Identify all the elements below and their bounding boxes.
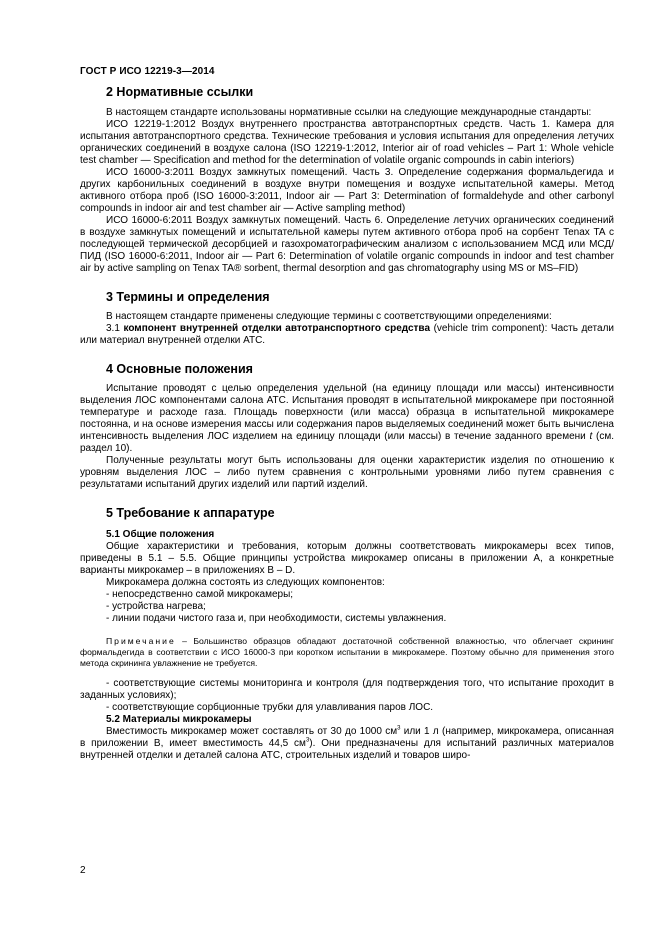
subsection-5-1-title: 5.1 Общие положения	[106, 529, 215, 540]
section-4-para-1	[80, 383, 614, 455]
document-header: ГОСТ Р ИСО 12219-3—2014	[80, 66, 215, 77]
term-number: 3.1	[106, 323, 124, 334]
section-2-ref-1: ИСО 12219-1:2012 Воздух внутреннего пространства автотранспортных средств. Часть 1. Камера для испытания автотранспортного средства. Технические требования и условия испытания для определения летучих органических соединений в воздухе салона (ISO 12219-1:2012, Interior air of road vehicles – Part 1: Whole vehicle test chamber — Specification and method for the determination of volatile organic compounds in cabin interiors)	[80, 119, 614, 166]
section-2-ref-2: ИСО 16000-3:2011 Воздух замкнутых помещений. Часть 3. Определение содержания формальдегида и других карбонильных соединений в воздухе внутри помещения и воздухе испытательной камеры. Метод активного отбора проб (ISO 16000-3:2011, Indoor air — Part 3: Determination of formaldehyde and other carbonyl compounds in indoor air and test chamber air — Active sampling method)	[80, 167, 614, 214]
component-list-item: - линии подачи чистого газа и, при необходимости, системы увлажнения.	[106, 613, 447, 624]
note	[80, 636, 614, 669]
section-5-1-para-2: Микрокамера должна состоять из следующих компонентов:	[106, 577, 385, 588]
section-2-ref-3: ИСО 16000-6:2011 Воздух замкнутых помещений. Часть 6. Определение летучих органических соединений в воздухе замкнутых помещений и испытательной камеры путем активного отбора проб на сорбент Tenax TA с последующей термической десорбцией и газохроматографическим анализом с использованием МСД или МСД/ПИД (ISO 16000-6:2011, Indoor air — Part 6: Determination of volatile organic compounds in indoor and test chamber air by active sampling on Tenax TA® sorbent, thermal desorption and gas chromatography using MS or MS–FID)	[80, 215, 614, 274]
note-label: Примечание	[106, 636, 176, 646]
component-list-item: - непосредственно самой микрокамеры;	[106, 589, 294, 600]
section-2-intro: В настоящем стандарте использованы нормативные ссылки на следующие международные стандарты:	[106, 107, 592, 118]
term-definition: (vehicle trim component): Часть детали или материал внутренней отделки АТС.	[80, 323, 614, 346]
section-5-title: 5 Требование к аппаратуре	[106, 506, 275, 520]
note-text: – Большинство образцов обладают достаточной собственной влажностью, что облегчает скрининг формальдегида в соответствии с ИСО 16000-3 при коротком испытании в микрокамере. Поэтому обычно для применения этого метода скрининга увлажнение не требуется.	[80, 636, 614, 668]
section-3-intro: В настоящем стандарте применены следующие термины с соответствующими определениями:	[106, 311, 552, 322]
component-list-item: - соответствующие системы мониторинга и контроля (для подтверждения того, что испытание проходит в заданных условиях);	[80, 678, 614, 701]
section-4-para-1-text: Испытание проводят с целью определения удельной (на единицу площади или массы) интенсивности выделения ЛОС компонентами салона АТС. Испытания проводят в испытательной микрокамере при постоянной температуре и расходе газа. Площадь поверхности (или масса) образца в испытательной микрокамере постоянна, и на основе измерения массы или содержания паров выделяемых соединений может быть вычислена интенсивность выделения ЛОС изделием на единицу площади (или массы) в течение заданного времени	[80, 383, 614, 442]
section-3-term	[80, 323, 614, 347]
superscript-3: 3	[397, 725, 401, 732]
section-5-2-para-1	[80, 726, 614, 762]
capacity-text-b: или 1 л (например, микрокамера, описанная в приложении В, имеет вместимость 44,5 см	[80, 726, 614, 749]
superscript-3: 3	[305, 737, 310, 744]
page-number: 2	[80, 865, 86, 876]
time-variable: t	[589, 431, 593, 442]
section-5-1-para-1: Общие характеристики и требования, которым должны соответствовать микрокамеры всех типов, приведены в 5.1 – 5.5. Общие принципы устройства микрокамер описаны в приложении А, а конкретные варианты микрокамер – в приложениях В – D.	[80, 541, 614, 576]
term-name: компонент внутренней отделки автотранспортного средства	[123, 323, 431, 334]
subsection-5-2-title: 5.2 Материалы микрокамеры	[106, 714, 252, 725]
section-4-title: 4 Основные положения	[106, 362, 253, 376]
section-3-title: 3 Термины и определения	[106, 290, 270, 304]
capacity-text-c: ). Они предназначены для испытаний различных материалов внутренней отделки и деталей салона АТС, строительных изделий и товаров широ-	[80, 738, 614, 761]
section-2-title: 2 Нормативные ссылки	[106, 85, 254, 99]
page-content	[80, 82, 614, 762]
section-4-para-2: Полученные результаты могут быть использованы для оценки характеристик изделия по отношению к уровням выделения ЛОС – либо путем сравнения с контрольными уровнями либо путем сравнения с результатами испытаний других изделий или партий изделий.	[80, 455, 614, 490]
section-4-para-1-end: (см. раздел 10).	[80, 431, 614, 454]
component-list-item: - соответствующие сорбционные трубки для улавливания паров ЛОС.	[106, 702, 434, 713]
component-list-item: - устройства нагрева;	[106, 601, 206, 612]
capacity-text-a: Вместимость микрокамер может составлять от 30 до 1000 см	[106, 726, 398, 737]
